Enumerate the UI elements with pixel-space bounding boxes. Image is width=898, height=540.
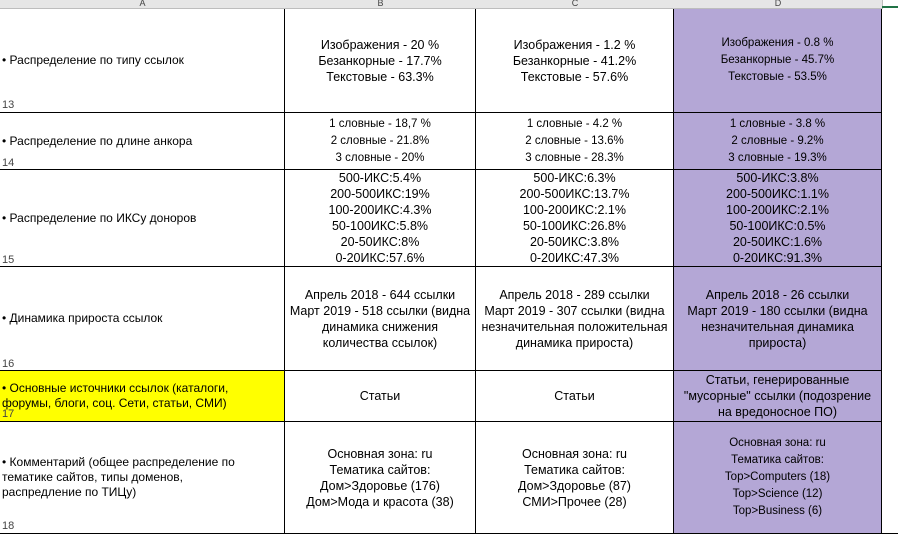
row-label: • Распределение по типу ссылок	[2, 53, 184, 67]
cell-line: Апрель 2018 - 644 ссылки	[304, 287, 456, 302]
cell-line: Изображения - 0.8 %	[721, 37, 834, 49]
cell-line: Текстовые - 53.5%	[728, 71, 827, 83]
cell-line: Статьи	[554, 389, 595, 403]
cell-line: 2 словные - 9.2%	[731, 134, 824, 147]
cell-a17[interactable]	[0, 371, 285, 422]
cell-line: 1 словные - 4.2 %	[526, 117, 623, 130]
row-label: • Комментарий (общее распределение по тематике сайтов, типы доменов, распредление по ТИЦу)	[2, 455, 235, 499]
column-header-a[interactable]: A	[0, 0, 286, 9]
cell-c16[interactable]	[476, 267, 674, 371]
cell-line: "мусорные" ссылки (подозрение	[683, 389, 872, 403]
cell-line: 50-100ИКС:0.5%	[729, 219, 826, 233]
cell-line: Top>Computers (18)	[724, 471, 831, 483]
cell-a18[interactable]	[0, 422, 285, 534]
cell-line: Основная зона: ru	[327, 446, 433, 461]
cell-line: незначительная положительная	[481, 319, 668, 334]
cell-line: Дом>Здоровье (87)	[518, 478, 631, 493]
cell-line: Изображения - 20 %	[320, 37, 440, 52]
cell-line: 20-50ИКС:3.8%	[529, 235, 620, 249]
cell-line: Изображения - 1.2 %	[513, 37, 636, 52]
cell-line: 50-100ИКС:26.8%	[522, 219, 626, 233]
cell-line: 20-50ИКС:8%	[340, 235, 420, 249]
cell-line: Дом>Мода и красота (38)	[306, 494, 454, 509]
cell-c18[interactable]	[476, 422, 674, 534]
cell-line: 100-200ИКС:4.3%	[328, 203, 432, 217]
cell-line: СМИ>Прочее (28)	[522, 494, 627, 509]
cell-line: Top>Business (6)	[732, 505, 823, 517]
cell-line: Текстовые - 57.6%	[520, 69, 629, 84]
column-header-d[interactable]: D	[674, 0, 883, 9]
cell-line: Тематика сайтов:	[731, 454, 824, 466]
row-number-16[interactable]: 16	[2, 358, 15, 370]
cell-line: 1 словные - 18,7 %	[329, 117, 431, 130]
cell-d13[interactable]	[674, 9, 882, 113]
cell-line: Текстовые - 63.3%	[326, 69, 434, 84]
row-label: • Основные источники ссылок (каталоги, форумы, блоги, соц. Сети, статьи, СМИ)	[2, 381, 229, 410]
cell-line: 3 словные - 19.3%	[728, 151, 827, 164]
cell-line: Апрель 2018 - 26 ссылки	[705, 287, 850, 302]
cell-line: прироста)	[748, 335, 807, 350]
cell-line: количества ссылок)	[322, 335, 438, 350]
cell-line: динамика прироста)	[515, 335, 634, 350]
cell-b17[interactable]	[285, 371, 476, 422]
cell-c17[interactable]	[476, 371, 674, 422]
cell-a15[interactable]	[0, 170, 285, 267]
cell-b15[interactable]	[285, 170, 476, 267]
cell-c15[interactable]	[476, 170, 674, 267]
cell-line: 0-20ИКС:91.3%	[732, 251, 823, 265]
cell-line: Март 2019 - 307 ссылки (видна	[484, 303, 665, 318]
cell-line: незначительная динамика	[701, 319, 854, 334]
cell-b13[interactable]	[285, 9, 476, 113]
cell-line: динамика снижения	[322, 319, 438, 334]
row-label: • Распределение по длине анкора	[2, 133, 193, 148]
cell-line: 100-200ИКС:2.1%	[522, 203, 626, 217]
cell-line: 1 словные - 3.8 %	[729, 117, 826, 130]
cell-line: Апрель 2018 - 289 ссылки	[499, 287, 650, 302]
cell-line: 0-20ИКС:57.6%	[335, 251, 425, 265]
cell-line: Дом>Здоровье (176)	[320, 478, 440, 493]
cell-line: 3 словные - 20%	[335, 151, 425, 164]
column-header-c[interactable]: C	[476, 0, 675, 9]
cell-d17[interactable]	[674, 371, 882, 422]
cell-line: 200-500ИКС:1.1%	[726, 187, 829, 201]
cell-d16[interactable]	[674, 267, 882, 371]
cell-line: 2 словные - 13.6%	[525, 134, 624, 147]
cell-line: 50-100ИКС:5.8%	[331, 219, 429, 233]
cell-d18[interactable]	[674, 422, 882, 534]
cell-line: 100-200ИКС:2.1%	[726, 203, 829, 217]
row-number-17[interactable]: 17	[2, 408, 15, 420]
cell-c14[interactable]	[476, 113, 674, 170]
cell-line: Тематика сайтов:	[524, 462, 625, 477]
cell-d14[interactable]	[674, 113, 882, 170]
cell-line: Статьи, генерированные	[705, 373, 850, 387]
row-number-14[interactable]: 14	[2, 157, 15, 169]
cell-line: 500-ИКС:3.8%	[736, 171, 819, 185]
row-label: • Распределение по ИКСу доноров	[2, 210, 197, 225]
row-number-15[interactable]: 15	[2, 254, 15, 266]
cell-a14[interactable]	[0, 113, 285, 170]
cell-c13[interactable]	[476, 9, 674, 113]
cell-b14[interactable]	[285, 113, 476, 170]
cell-line: 500-ИКС:5.4%	[338, 171, 422, 185]
cell-e-column	[882, 9, 898, 534]
cell-line: 500-ИКС:6.3%	[533, 171, 616, 185]
cell-line: Основная зона: ru	[521, 446, 628, 461]
cell-d15[interactable]	[674, 170, 882, 267]
cell-b18[interactable]	[285, 422, 476, 534]
row-number-13[interactable]: 13	[2, 99, 15, 111]
cell-line: Основная зона: ru	[729, 437, 826, 449]
selection-indicator	[882, 6, 898, 8]
cell-line: Безанкорные - 17.7%	[318, 53, 442, 68]
row-label: • Динамика прироста ссылок	[2, 311, 163, 325]
cell-line: Тематика сайтов:	[329, 462, 431, 477]
cell-line: Март 2019 - 180 ссылки (видна	[687, 303, 868, 318]
cell-line: 200-500ИКС:19%	[330, 187, 430, 201]
cell-a16[interactable]	[0, 267, 285, 371]
cell-line: Top>Science (12)	[732, 488, 823, 500]
cell-b16[interactable]	[285, 267, 476, 371]
cell-line: Безанкорные - 41.2%	[512, 53, 637, 68]
cell-line: 20-50ИКС:1.6%	[732, 235, 823, 249]
cell-line: Статьи	[359, 389, 401, 403]
cell-line: на вредоносное ПО)	[717, 405, 838, 419]
cell-line: Безанкорные - 45.7%	[720, 54, 835, 66]
column-header-b[interactable]: B	[285, 0, 477, 9]
cell-line: Март 2019 - 518 ссылки (видна	[289, 303, 471, 318]
cell-line: 3 словные - 28.3%	[525, 151, 624, 164]
cell-a13[interactable]	[0, 9, 285, 113]
row-number-18[interactable]: 18	[2, 520, 15, 532]
cell-line: 2 словные - 21.8%	[330, 134, 430, 147]
cell-line: 0-20ИКС:47.3%	[529, 251, 620, 265]
cell-line: 200-500ИКС:13.7%	[519, 187, 630, 201]
